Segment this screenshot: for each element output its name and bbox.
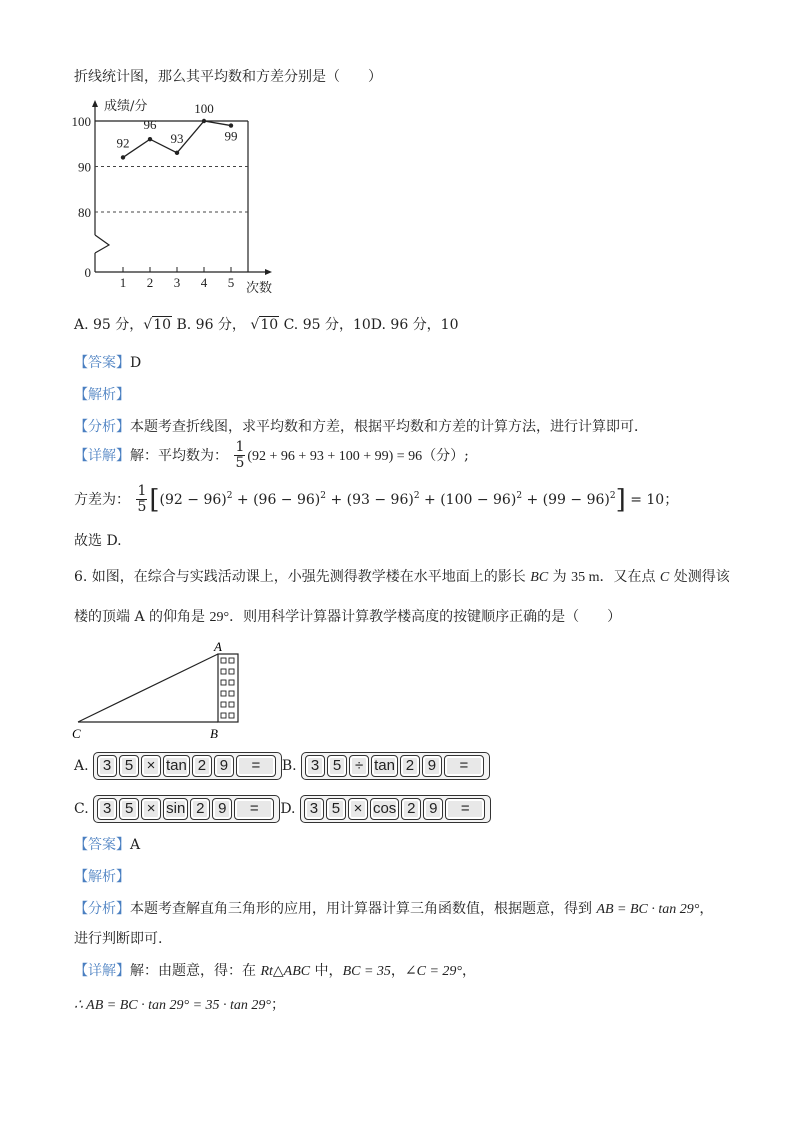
keyseq-d: 3 5 × cos 2 9 = [300, 795, 491, 823]
data-point [175, 151, 179, 155]
q5-xiangjie: 【详解】解：平均数为： $\frac{1}{5}$ (92 + 96 + 93 + 100 + 99) = 96（分）; [74, 439, 469, 472]
q6-jiexi: 【解析】 [74, 869, 130, 885]
data-point [148, 137, 152, 141]
q5-answer: 【答案】D [74, 355, 142, 371]
data-point [229, 123, 233, 127]
keyseq-b: 3 5 ÷ tan 2 9 = [301, 752, 490, 780]
option-b: B. 96 分， [172, 317, 246, 333]
q5-variance: 方差为： $\frac{1}{5}$ $[(92 - 96)^2 + (96 - 96)^2 + (93 - 96)^2 + (100 - 96)^2 + (99 - 96)^2] = 10$； [74, 483, 679, 516]
x-tick-label: 5 [227, 275, 235, 290]
q6-xiangjie: 【详解】解：由题意，得：在 Rt△ABC 中，BC = 35，∠C = 29°， [74, 963, 477, 979]
x-tick-label: 2 [146, 275, 154, 290]
option-c: C. 95 分，10 [279, 317, 371, 333]
option-d: D. 96 分，10 [370, 317, 459, 333]
data-label: 93 [170, 130, 184, 146]
data-label: 99 [224, 128, 238, 144]
q5-stem-tail: 折线统计图，那么其平均数和方差分别是（ ） [74, 69, 382, 85]
triangle-figure [70, 640, 250, 745]
label-c: C [72, 726, 81, 741]
y-axis-arrow [92, 100, 98, 107]
data-label: 100 [194, 101, 214, 116]
data-point [121, 155, 125, 159]
label-b: B [210, 726, 218, 741]
hypotenuse-ca [78, 654, 218, 722]
x-tick-label: 1 [119, 275, 127, 290]
q6-fenxi-line2: 进行判断即可. [74, 931, 163, 947]
q6-options-cd: C. 3 5 × sin 2 9 = D. 3 5 × cos 2 9 = [74, 795, 491, 823]
line-chart [60, 95, 290, 305]
keyseq-c: 3 5 × sin 2 9 = [93, 795, 280, 823]
q5-fenxi: 【分析】本题考查折线图，求平均数和方差，根据平均数和方差的计算方法，进行计算即可． [74, 419, 648, 435]
q6-stem-line1: 6. 如图，在综合与实践活动课上，小强先测得教学楼在水平地面上的影长 BC 为 35 m．又在点 C 处测得该 [74, 569, 730, 585]
y-tick-label: 90 [78, 159, 91, 175]
sqrt-a: √10 [143, 317, 172, 333]
chart-xlabel: 次数 [246, 281, 273, 296]
x-tick-label: 4 [200, 275, 208, 290]
x-axis-arrow [265, 269, 272, 275]
y-tick-label: 0 [84, 265, 91, 280]
axis-break [95, 235, 109, 253]
q5-jiexi: 【解析】 [74, 387, 130, 403]
q6-options-ab: A. 3 5 × tan 2 9 = B. 3 5 ÷ tan 2 9 = [74, 752, 490, 780]
label-a: A [214, 640, 222, 654]
option-a: A. 95 分， [74, 317, 144, 333]
q5-options [74, 314, 459, 334]
q6-therefore: ∴ AB = BC · tan 29° = 35 · tan 29°； [74, 997, 286, 1013]
sqrt-b: √10 [250, 317, 279, 333]
x-tick-label: 3 [173, 275, 181, 290]
building [218, 654, 238, 722]
data-label: 92 [116, 135, 130, 151]
keyseq-a: 3 5 × tan 2 9 = [93, 752, 282, 780]
q6-answer: 【答案】A [74, 837, 141, 853]
data-label: 96 [143, 117, 157, 133]
y-tick-label: 100 [71, 114, 91, 129]
q6-fenxi: 【分析】本题考查解直角三角形的应用，用计算器计算三角函数值，根据题意，得到 AB = BC · tan 29°， [74, 901, 714, 917]
q5-conclusion: 故选 D. [74, 533, 122, 549]
data-point [202, 119, 206, 123]
chart-ylabel: 成绩/分 [104, 99, 148, 114]
q6-stem-line2: 楼的顶端 A 的仰角是 29°．则用科学计算器计算教学楼高度的按键顺序正确的是（ ） [74, 609, 622, 625]
y-tick-label: 80 [78, 205, 91, 220]
